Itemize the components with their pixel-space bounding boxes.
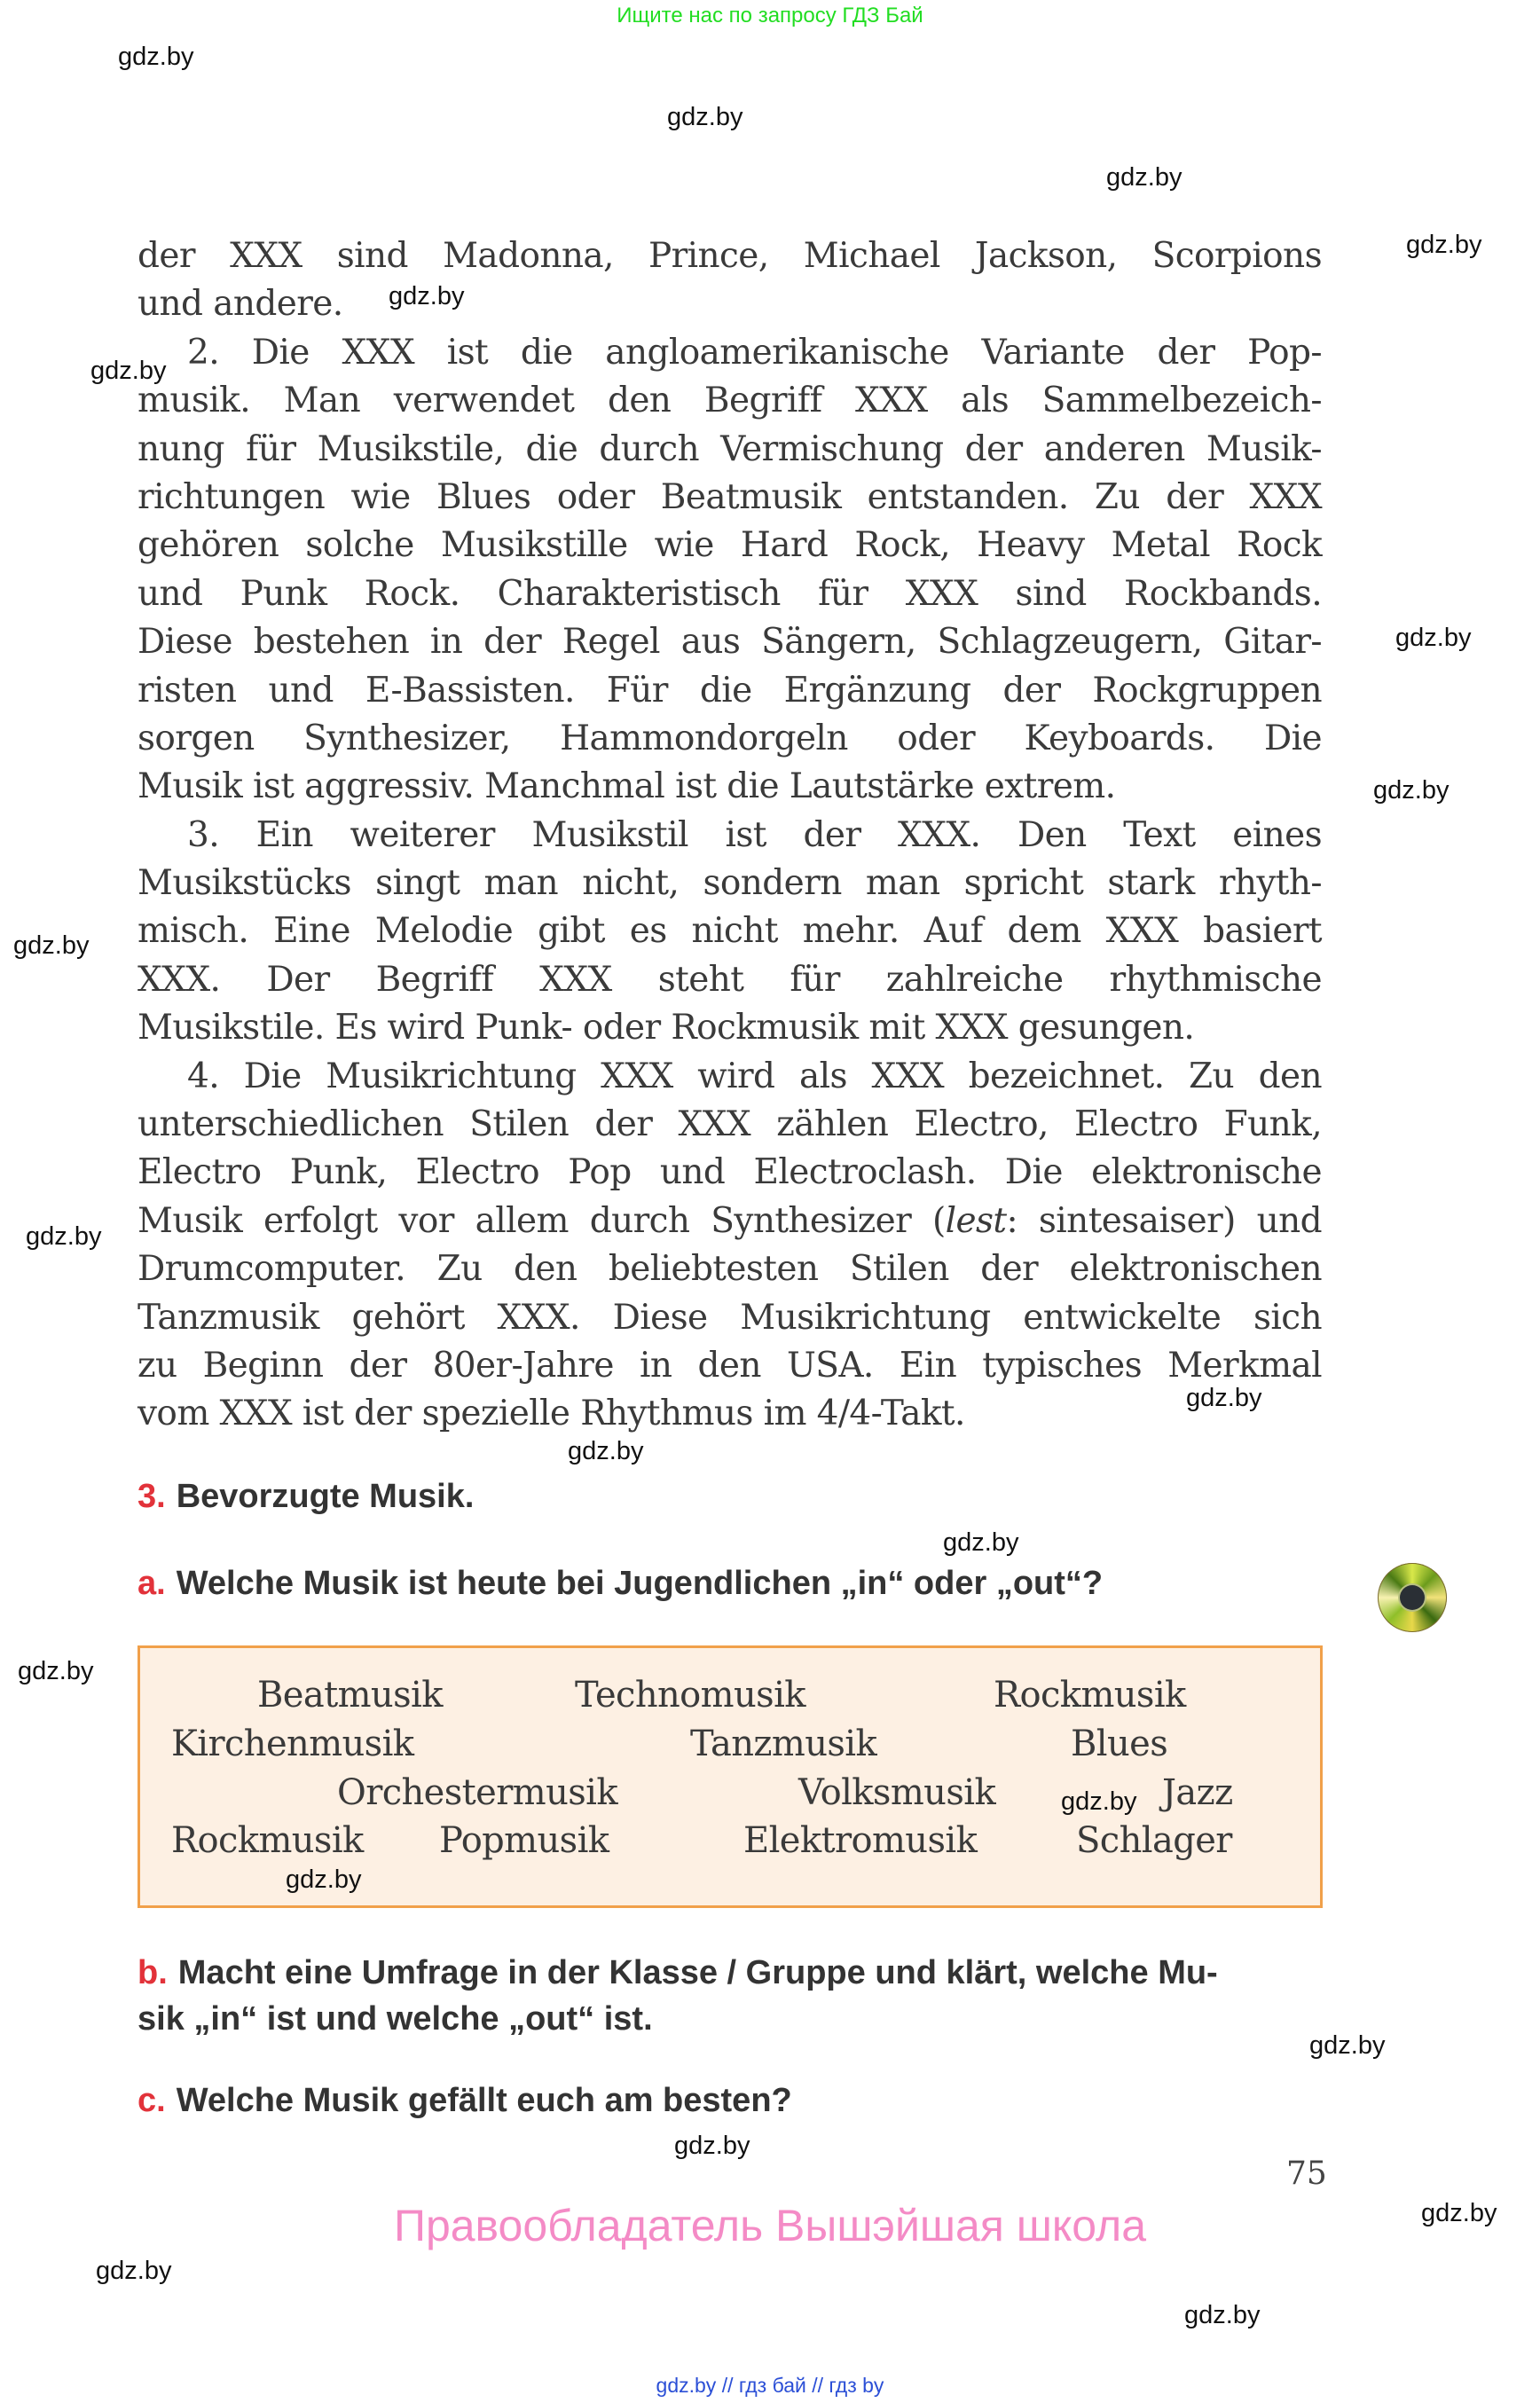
text-segment: : sintesaiser) und <box>1006 1200 1322 1241</box>
text-line: 2. Die XXX ist die angloamerikanische Variante der Pop- <box>187 332 1322 373</box>
text-line: musik. Man verwendet den Begriff XXX als Sammelbezeich- <box>138 381 1322 421</box>
watermark: gdz.by <box>26 1222 102 1251</box>
watermark: gdz.by <box>674 2132 750 2160</box>
genre-word: Orchestermusik <box>337 1772 617 1813</box>
task-b-line1: Macht eine Umfrage in der Klasse / Gruppe und klärt, welche Mu- <box>177 1954 1218 1991</box>
text-line: und Punk Rock. Charakteristisch für XXX sind Rockbands. <box>138 573 1322 614</box>
watermark: gdz.by <box>568 1437 644 1465</box>
footer-link[interactable]: gdz.by // гдз бай // гдз by <box>656 2374 884 2397</box>
copyright-notice: Правообладатель Вышэйшая школа <box>394 2201 1146 2250</box>
watermark: gdz.by <box>1184 2301 1261 2329</box>
text-line: sorgen Synthesizer, Hammondorgeln oder Keyboards. Die <box>138 718 1322 758</box>
genre-word: Technomusik <box>575 1675 805 1716</box>
text-line: Musik ist aggressiv. Manchmal ist die Lautstärke extrem. <box>138 766 1116 807</box>
genre-word: Elektromusik <box>743 1820 978 1861</box>
top-banner: Ищите нас по запросу ГДЗ Бай <box>617 4 923 27</box>
watermark: gdz.by <box>286 1865 362 1894</box>
text-line: unterschiedlichen Stilen der XXX zählen Electro, Electro Funk, <box>138 1104 1322 1145</box>
watermark: gdz.by <box>1061 1787 1137 1816</box>
task-b-label: b. <box>138 1954 168 1991</box>
text-line: Drumcomputer. Zu den beliebtesten Stilen der elektronischen <box>138 1249 1322 1290</box>
text-line: vom XXX ist der spezielle Rhythmus im 4/4-Takt. <box>138 1394 965 1434</box>
watermark: gdz.by <box>1373 776 1450 805</box>
watermark: gdz.by <box>13 931 90 960</box>
genre-word: Rockmusik <box>994 1675 1186 1716</box>
watermark: gdz.by <box>1309 2031 1386 2060</box>
text-line <box>138 1198 1322 1245</box>
text-line: Musikstücks singt man nicht, sondern man spricht stark rhyth- <box>138 863 1322 904</box>
exercise-title: Bevorzugte Musik. <box>176 1478 475 1515</box>
genre-word: Rockmusik <box>171 1820 364 1861</box>
genre-word: Tanzmusik <box>690 1724 877 1764</box>
text-segment: Musik erfolgt vor allem durch Synthesizer ( <box>138 1200 946 1241</box>
watermark: gdz.by <box>96 2257 172 2285</box>
watermark: gdz.by <box>90 357 167 385</box>
exercise-number: 3. <box>138 1478 166 1515</box>
exercise-heading <box>138 1478 474 1516</box>
watermark: gdz.by <box>18 1657 94 1685</box>
genre-word: Blues <box>1071 1724 1168 1764</box>
text-line: zu Beginn der 80er-Jahre in den USA. Ein typisches Merkmal <box>138 1345 1322 1386</box>
watermark: gdz.by <box>1186 1384 1262 1412</box>
text-line: Musikstile. Es wird Punk- oder Rockmusik mit XXX gesungen. <box>138 1008 1195 1048</box>
watermark: gdz.by <box>943 1528 1019 1557</box>
text-line: gehören solche Musikstille wie Hard Rock, Heavy Metal Rock <box>138 525 1322 566</box>
task-a <box>138 1565 1103 1603</box>
body-text <box>138 232 1322 1439</box>
watermark: gdz.by <box>1395 624 1472 652</box>
text-line: misch. Eine Melodie gibt es nicht mehr. Auf dem XXX basiert <box>138 911 1322 952</box>
text-line: richtungen wie Blues oder Beatmusik entstanden. Zu der XXX <box>138 476 1322 517</box>
audio-cd-icon[interactable] <box>1378 1563 1447 1632</box>
watermark: gdz.by <box>667 103 743 131</box>
text-line: der XXX sind Madonna, Prince, Michael Jackson, Scorpions <box>138 236 1322 276</box>
task-b-line2: sik „in“ ist und welche „out“ ist. <box>138 2000 653 2038</box>
watermark: gdz.by <box>118 43 194 71</box>
genre-word: Kirchenmusik <box>171 1724 414 1764</box>
watermark: gdz.by <box>1106 163 1182 192</box>
genre-word: Jazz <box>1162 1772 1233 1813</box>
italic-word: lest <box>945 1200 1007 1241</box>
genre-word: Beatmusik <box>257 1675 443 1716</box>
text-line: XXX. Der Begriff XXX steht für zahlreiche rhythmische <box>138 959 1322 1000</box>
task-c <box>138 2082 792 2120</box>
genre-word: Schlager <box>1076 1820 1232 1861</box>
watermark: gdz.by <box>389 282 465 310</box>
task-c-text: Welche Musik gefällt euch am besten? <box>176 2082 792 2119</box>
text-line: 3. Ein weiterer Musikstil ist der XXX. Den Text eines <box>187 814 1322 855</box>
text-line: risten und E-Bassisten. Für die Ergänzung der Rockgruppen <box>138 670 1322 711</box>
genre-word: Volksmusik <box>798 1772 996 1813</box>
text-line: und andere. <box>138 284 343 325</box>
text-line: Electro Punk, Electro Pop und Electroclash. Die elektronische <box>138 1152 1322 1193</box>
page-number: 75 <box>1286 2156 1327 2192</box>
text-line: Diese bestehen in der Regel aus Sängern, Schlagzeugern, Gitar- <box>138 622 1322 663</box>
task-a-label: a. <box>138 1565 166 1602</box>
text-line: Tanzmusik gehört XXX. Diese Musikrichtung entwickelte sich <box>138 1297 1322 1338</box>
text-line: nung für Musikstile, die durch Vermischung der anderen Musik- <box>138 428 1322 469</box>
text-line: 4. Die Musikrichtung XXX wird als XXX bezeichnet. Zu den <box>187 1056 1322 1096</box>
task-c-label: c. <box>138 2082 166 2119</box>
watermark: gdz.by <box>1421 2199 1497 2227</box>
task-a-text: Welche Musik ist heute bei Jugendlichen „in“ oder „out“? <box>176 1565 1104 1602</box>
watermark: gdz.by <box>1406 231 1482 259</box>
genre-word: Popmusik <box>439 1820 609 1861</box>
task-b <box>138 1950 1218 2042</box>
